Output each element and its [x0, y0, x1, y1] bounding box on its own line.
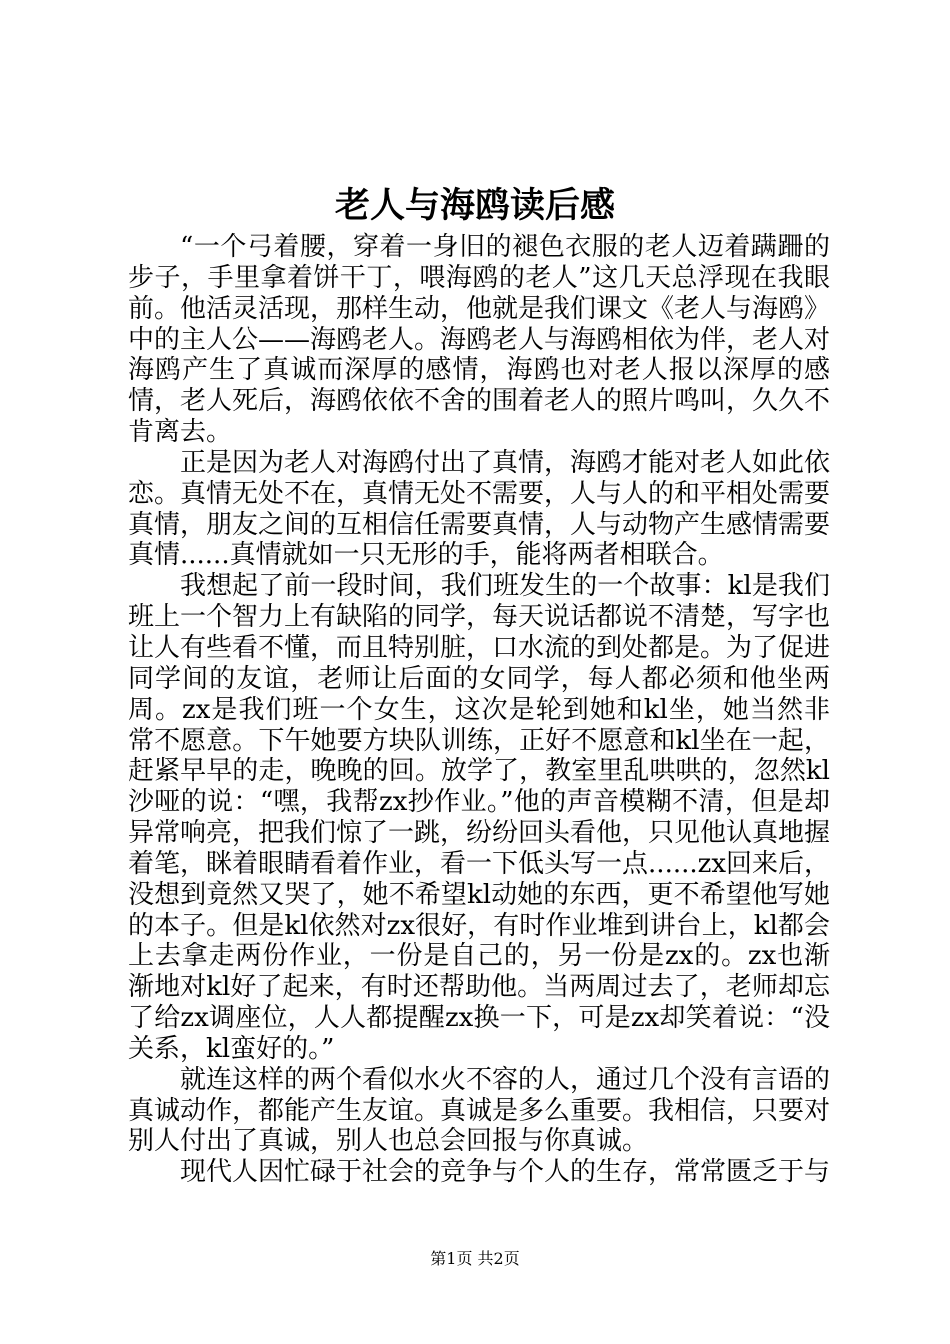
paragraph-2: 正是因为老人对海鸥付出了真情，海鸥才能对老人如此依恋。真情无处不在，真情无处不需要，人与人的和平相处需要真情，朋友之间的互相信任需要真情，人与动物产生感情需要真情......真情就如一只无形的手，能将两者相联合。 — [128, 447, 831, 571]
paragraph-1: “一个弓着腰，穿着一身旧的褪色衣服的老人迈着蹒跚的步子，手里拿着饼干丁，喂海鸥的老人”这几天总浮现在我眼前。他活灵活现，那样生动，他就是我们课文《老人与海鸥》中的主人公——海鸥老人。海鸥老人与海鸥相依为伴，老人对海鸥产生了真诚而深厚的感情，海鸥也对老人报以深厚的感情，老人死后，海鸥依依不舍的围着老人的照片鸣叫，久久不肯离去。 — [128, 232, 831, 448]
page-title: 老人与海鸥读后感 — [334, 185, 615, 226]
paragraph-5: 现代人因忙碌于社会的竞争与个人的生存，常常匮乏于与 — [180, 1157, 831, 1188]
paragraph-3: 我想起了前一段时间，我们班发生的一个故事：kl是我们班上一个智力上有缺陷的同学，每天说话都说不清楚，写字也让人有些看不懂，而且特别脏，口水流的到处都是。为了促进同学间的友谊，老师让后面的女同学，每人都必须和他坐两周。zx是我们班一个女生，这次是轮到她和kl坐，她当然非常不愿意。下午她要方块队训练，正好不愿意和kl坐在一起，赶紧早早的走，晚晚的回。放学了，教室里乱哄哄的，忽然kl沙哑的说：“嘿，我帮zx抄作业。”他的声音模糊不清，但是却异常响亮，把我们惊了一跳，纷纷回头看他，只见他认真地握着笔，眯着眼睛看着作业，看一下低头写一点......zx回来后，没想到竟然又哭了，她不希望kl动她的东西，更不希望他写她的本子。但是kl依然对zx很好，有时作业堆到讲台上，kl都会上去拿走两份作业，一份是自己的，另一份是zx的。zx也渐渐地对kl好了起来，有时还帮助他。当两周过去了，老师却忘了给zx调座位，人人都提醒zx换一下，可是zx却笑着说：“没关系，kl蛮好的。” — [128, 571, 831, 1064]
document-body — [128, 232, 830, 1188]
paragraph-4: 就连这样的两个看似水火不容的人，通过几个没有言语的真诚动作，都能产生友谊。真诚是多么重要。我相信，只要对别人付出了真诚，别人也总会回报与你真诚。 — [128, 1064, 831, 1157]
page-number-footer: 第1页 共2页 — [430, 1249, 520, 1268]
